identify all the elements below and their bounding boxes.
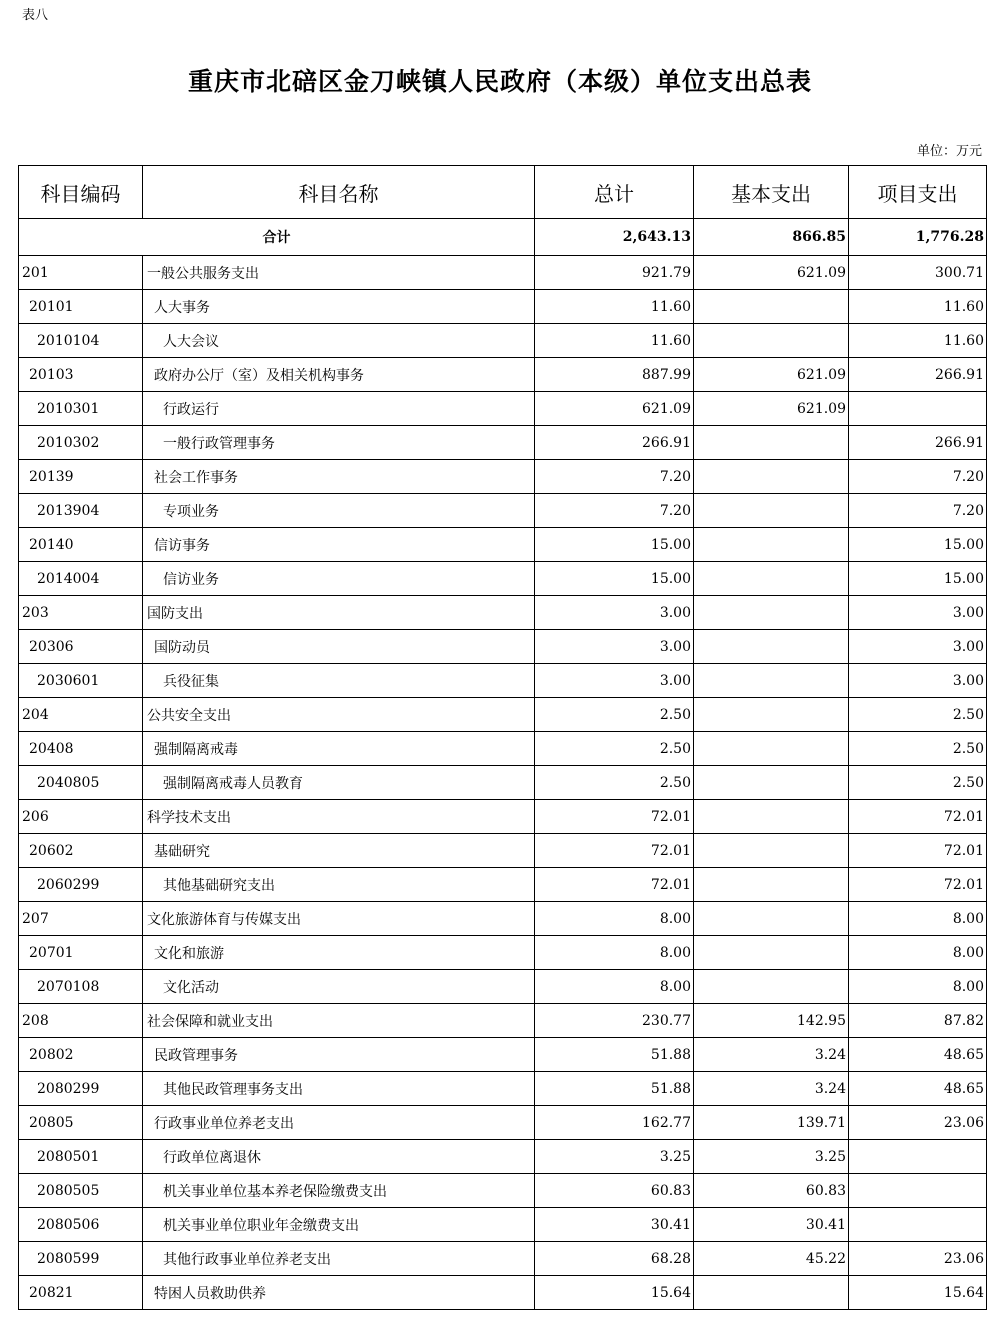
project-cell: 23.06 [849,1106,987,1140]
basic-cell [694,324,849,358]
table-row [19,460,987,494]
total-label: 合计 [19,219,535,256]
code-cell: 20805 [19,1106,143,1140]
header-basic: 基本支出 [694,166,849,219]
basic-cell [694,936,849,970]
project-cell [849,1140,987,1174]
project-cell: 15.00 [849,562,987,596]
total-cell: 2.50 [535,698,694,732]
table-row [19,290,987,324]
code-cell: 204 [19,698,143,732]
table-row [19,630,987,664]
project-cell: 15.64 [849,1276,987,1310]
code-cell: 2010104 [19,324,143,358]
project-cell [849,1174,987,1208]
project-cell: 15.00 [849,528,987,562]
project-cell: 8.00 [849,936,987,970]
total-project: 1,776.28 [849,219,987,256]
table-row [19,494,987,528]
total-cell: 11.60 [535,290,694,324]
name-cell: 文化和旅游 [143,936,535,970]
total-cell: 15.64 [535,1276,694,1310]
code-cell: 20821 [19,1276,143,1310]
code-cell: 20408 [19,732,143,766]
name-cell: 专项业务 [143,494,535,528]
total-cell: 230.77 [535,1004,694,1038]
project-cell: 3.00 [849,664,987,698]
code-cell: 20602 [19,834,143,868]
total-basic: 866.85 [694,219,849,256]
name-cell: 政府办公厅（室）及相关机构事务 [143,358,535,392]
header-total: 总计 [535,166,694,219]
code-cell: 20802 [19,1038,143,1072]
name-cell: 机关事业单位职业年金缴费支出 [143,1208,535,1242]
name-cell: 强制隔离戒毒人员教育 [143,766,535,800]
total-cell: 621.09 [535,392,694,426]
name-cell: 公共安全支出 [143,698,535,732]
page-title: 重庆市北碚区金刀峡镇人民政府（本级）单位支出总表 [187,67,812,96]
code-cell: 20140 [19,528,143,562]
project-cell: 11.60 [849,290,987,324]
basic-cell: 45.22 [694,1242,849,1276]
project-cell: 2.50 [849,766,987,800]
total-cell: 68.28 [535,1242,694,1276]
expenditure-table [18,165,987,1310]
code-cell: 2060299 [19,868,143,902]
total-cell: 15.00 [535,562,694,596]
basic-cell [694,1276,849,1310]
header-code: 科目编码 [19,166,143,219]
total-cell: 11.60 [535,324,694,358]
basic-cell [694,562,849,596]
name-cell: 机关事业单位基本养老保险缴费支出 [143,1174,535,1208]
total-cell: 921.79 [535,256,694,290]
table-row [19,800,987,834]
name-cell: 文化活动 [143,970,535,1004]
name-cell: 行政事业单位养老支出 [143,1106,535,1140]
name-cell: 行政运行 [143,392,535,426]
total-cell: 8.00 [535,902,694,936]
total-cell: 72.01 [535,868,694,902]
project-cell: 2.50 [849,698,987,732]
table-row [19,562,987,596]
basic-cell [694,426,849,460]
project-cell: 2.50 [849,732,987,766]
name-cell: 人大事务 [143,290,535,324]
name-cell: 兵役征集 [143,664,535,698]
basic-cell [694,766,849,800]
code-cell: 20103 [19,358,143,392]
basic-cell: 139.71 [694,1106,849,1140]
code-cell: 206 [19,800,143,834]
total-total: 2,643.13 [535,219,694,256]
total-cell: 162.77 [535,1106,694,1140]
header-name: 科目名称 [143,166,535,219]
name-cell: 科学技术支出 [143,800,535,834]
table-row [19,324,987,358]
table-row [19,1004,987,1038]
basic-cell [694,494,849,528]
table-row [19,1106,987,1140]
table-row [19,1072,987,1106]
table-row [19,392,987,426]
total-cell: 15.00 [535,528,694,562]
project-cell [849,392,987,426]
code-cell: 2080599 [19,1242,143,1276]
basic-cell: 60.83 [694,1174,849,1208]
name-cell: 基础研究 [143,834,535,868]
code-cell: 20701 [19,936,143,970]
name-cell: 社会工作事务 [143,460,535,494]
total-cell: 60.83 [535,1174,694,1208]
basic-cell [694,290,849,324]
table-row [19,596,987,630]
table-row [19,766,987,800]
basic-cell [694,868,849,902]
project-cell: 266.91 [849,358,987,392]
total-cell: 2.50 [535,766,694,800]
total-cell: 8.00 [535,936,694,970]
header-project: 项目支出 [849,166,987,219]
total-cell: 887.99 [535,358,694,392]
basic-cell: 30.41 [694,1208,849,1242]
basic-cell [694,902,849,936]
basic-cell [694,970,849,1004]
table-row [19,528,987,562]
table-row [19,358,987,392]
name-cell: 强制隔离戒毒 [143,732,535,766]
basic-cell: 621.09 [694,392,849,426]
code-cell: 2080506 [19,1208,143,1242]
basic-cell: 142.95 [694,1004,849,1038]
total-cell: 7.20 [535,494,694,528]
basic-cell: 621.09 [694,358,849,392]
total-cell: 2.50 [535,732,694,766]
table-row [19,1208,987,1242]
code-cell: 2070108 [19,970,143,1004]
code-cell: 2080505 [19,1174,143,1208]
table-row [19,902,987,936]
project-cell: 7.20 [849,494,987,528]
basic-cell: 3.25 [694,1140,849,1174]
name-cell: 国防动员 [143,630,535,664]
name-cell: 其他基础研究支出 [143,868,535,902]
code-cell: 2080501 [19,1140,143,1174]
total-cell: 3.00 [535,630,694,664]
project-cell: 11.60 [849,324,987,358]
project-cell: 7.20 [849,460,987,494]
header-row [19,166,987,219]
project-cell: 8.00 [849,902,987,936]
code-cell: 203 [19,596,143,630]
name-cell: 信访事务 [143,528,535,562]
table-row [19,256,987,290]
name-cell: 文化旅游体育与传媒支出 [143,902,535,936]
basic-cell [694,800,849,834]
table-row [19,1140,987,1174]
table-row [19,664,987,698]
table-row [19,1174,987,1208]
table-row [19,970,987,1004]
project-cell: 300.71 [849,256,987,290]
project-cell [849,1208,987,1242]
code-cell: 20139 [19,460,143,494]
table-row [19,426,987,460]
basic-cell [694,834,849,868]
basic-cell [694,664,849,698]
project-cell: 72.01 [849,834,987,868]
project-cell: 266.91 [849,426,987,460]
table-row [19,698,987,732]
code-cell: 2014004 [19,562,143,596]
name-cell: 行政单位离退休 [143,1140,535,1174]
name-cell: 其他民政管理事务支出 [143,1072,535,1106]
total-cell: 7.20 [535,460,694,494]
basic-cell [694,460,849,494]
total-cell: 51.88 [535,1038,694,1072]
code-cell: 2040805 [19,766,143,800]
table-row [19,868,987,902]
code-cell: 2010302 [19,426,143,460]
basic-cell [694,698,849,732]
total-cell: 51.88 [535,1072,694,1106]
project-cell: 3.00 [849,630,987,664]
basic-cell [694,630,849,664]
table-number-label: 表八 [22,8,49,23]
basic-cell [694,732,849,766]
name-cell: 国防支出 [143,596,535,630]
code-cell: 2080299 [19,1072,143,1106]
name-cell: 社会保障和就业支出 [143,1004,535,1038]
total-row [19,219,987,256]
code-cell: 208 [19,1004,143,1038]
total-cell: 3.00 [535,596,694,630]
name-cell: 一般行政管理事务 [143,426,535,460]
code-cell: 207 [19,902,143,936]
total-cell: 8.00 [535,970,694,1004]
total-cell: 30.41 [535,1208,694,1242]
project-cell: 72.01 [849,868,987,902]
name-cell: 信访业务 [143,562,535,596]
table-row [19,1038,987,1072]
total-cell: 266.91 [535,426,694,460]
project-cell: 48.65 [849,1072,987,1106]
code-cell: 20101 [19,290,143,324]
project-cell: 72.01 [849,800,987,834]
name-cell: 民政管理事务 [143,1038,535,1072]
basic-cell: 3.24 [694,1038,849,1072]
project-cell: 48.65 [849,1038,987,1072]
code-cell: 2013904 [19,494,143,528]
project-cell: 87.82 [849,1004,987,1038]
name-cell: 一般公共服务支出 [143,256,535,290]
name-cell: 人大会议 [143,324,535,358]
table-row [19,936,987,970]
basic-cell: 3.24 [694,1072,849,1106]
total-cell: 72.01 [535,834,694,868]
project-cell: 23.06 [849,1242,987,1276]
table-row [19,732,987,766]
total-cell: 3.25 [535,1140,694,1174]
code-cell: 201 [19,256,143,290]
code-cell: 2010301 [19,392,143,426]
total-cell: 72.01 [535,800,694,834]
name-cell: 特困人员救助供养 [143,1276,535,1310]
code-cell: 20306 [19,630,143,664]
code-cell: 2030601 [19,664,143,698]
table-row [19,1276,987,1310]
table-row [19,834,987,868]
unit-label: 单位：万元 [916,144,982,159]
project-cell: 3.00 [849,596,987,630]
basic-cell [694,596,849,630]
total-cell: 3.00 [535,664,694,698]
basic-cell [694,528,849,562]
table-row [19,1242,987,1276]
name-cell: 其他行政事业单位养老支出 [143,1242,535,1276]
basic-cell: 621.09 [694,256,849,290]
project-cell: 8.00 [849,970,987,1004]
